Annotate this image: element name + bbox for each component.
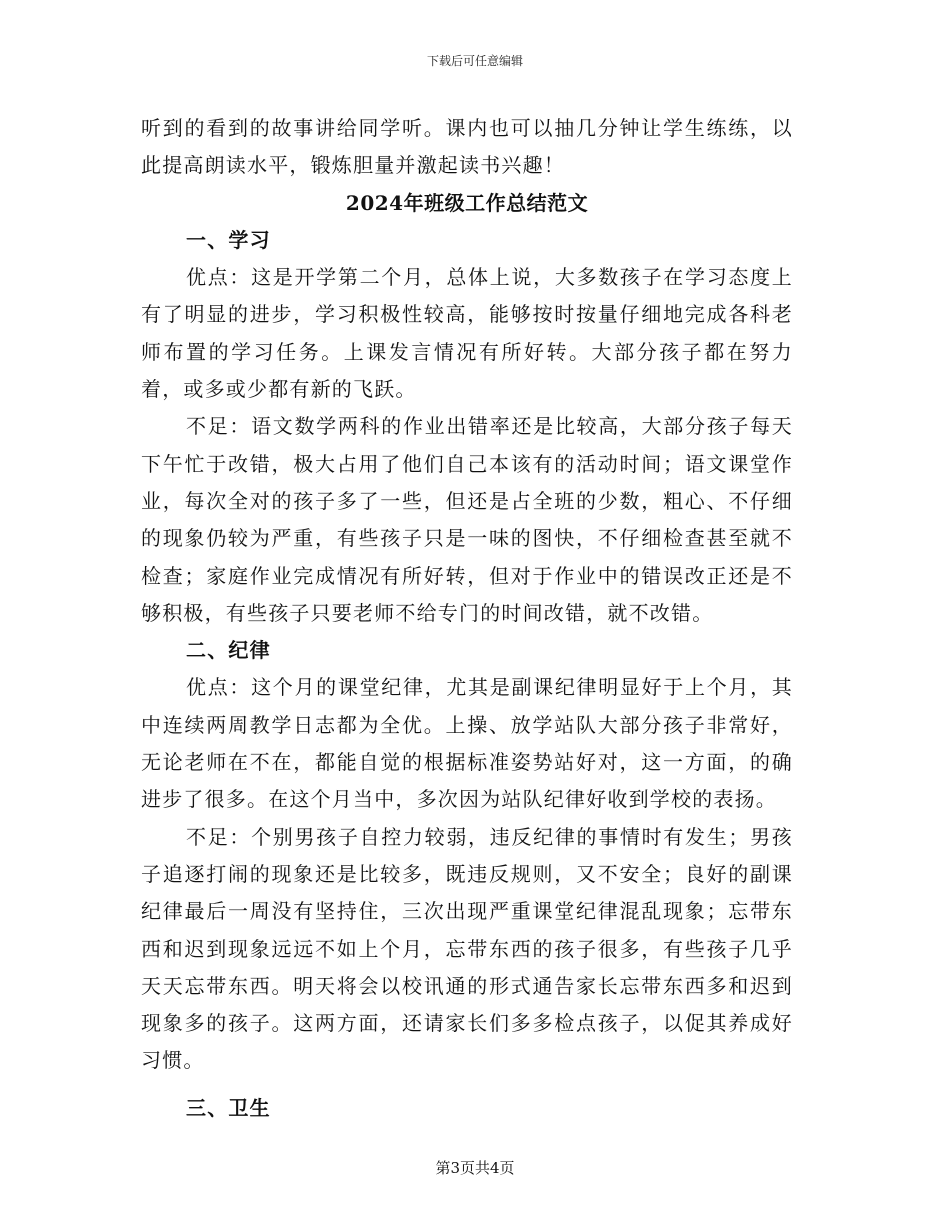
study-strengths-paragraph: 优点：这是开学第二个月，总体上说，大多数孩子在学习态度上有了明显的进步，学习积极性较高，能够按时按量仔细地完成各科老师布置的学习任务。上课发言情况有所好转。大部分孩子都在努力着，或多或少都有新的飞跃。 (141, 265, 793, 402)
document-body (141, 110, 793, 1127)
intro-paragraph: 听到的看到的故事讲给同学听。课内也可以抽几分钟让学生练练，以此提高朗读水平，锻炼胆量并激起读书兴趣！ (141, 116, 793, 178)
section-heading-hygiene: 三、卫生 (186, 1095, 271, 1120)
page-number: 第3页共4页 (435, 1159, 515, 1177)
section-heading-discipline: 二、纪律 (186, 638, 271, 663)
discipline-weaknesses-paragraph: 不足：个别男孩子自控力较弱，违反纪律的事情时有发生；男孩子追逐打闹的现象还是比较多，既违反规则，又不安全；良好的副课纪律最后一周没有坚持住，三次出现严重课堂纪律混乱现象；忘带东西和迟到现象远远不如上个月，忘带东西的孩子很多，有些孩子几乎天天忘带东西。明天将会以校讯通的形式通告家长忘带东西多和迟到现象多的孩子。这两方面，还请家长们多多检点孩子，以促其养成好习惯。 (141, 824, 793, 1073)
discipline-strengths-paragraph: 优点：这个月的课堂纪律，尤其是副课纪律明显好于上个月，其中连续两周教学日志都为全优。上操、放学站队大部分孩子非常好，无论老师在不在，都能自觉的根据标准姿势站好对，这一方面，的确进步了很多。在这个月当中，多次因为站队纪律好收到学校的表扬。 (141, 675, 793, 812)
study-weaknesses-paragraph: 不足：语文数学两科的作业出错率还是比较高，大部分孩子每天下午忙于改错，极大占用了他们自己本该有的活动时间；语文课堂作业，每次全对的孩子多了一些，但还是占全班的少数，粗心、不仔细的现象仍较为严重，有些孩子只是一味的图快，不仔细检查甚至就不检查；家庭作业完成情况有所好转，但对于作业中的错误改正还是不够积极，有些孩子只要老师不给专门的时间改错，就不改错。 (141, 414, 793, 625)
section-heading-study: 一、学习 (186, 227, 271, 252)
page-header-note: 下载后可任意编辑 (426, 54, 523, 68)
document-title: 2024年班级工作总结范文 (345, 190, 589, 215)
